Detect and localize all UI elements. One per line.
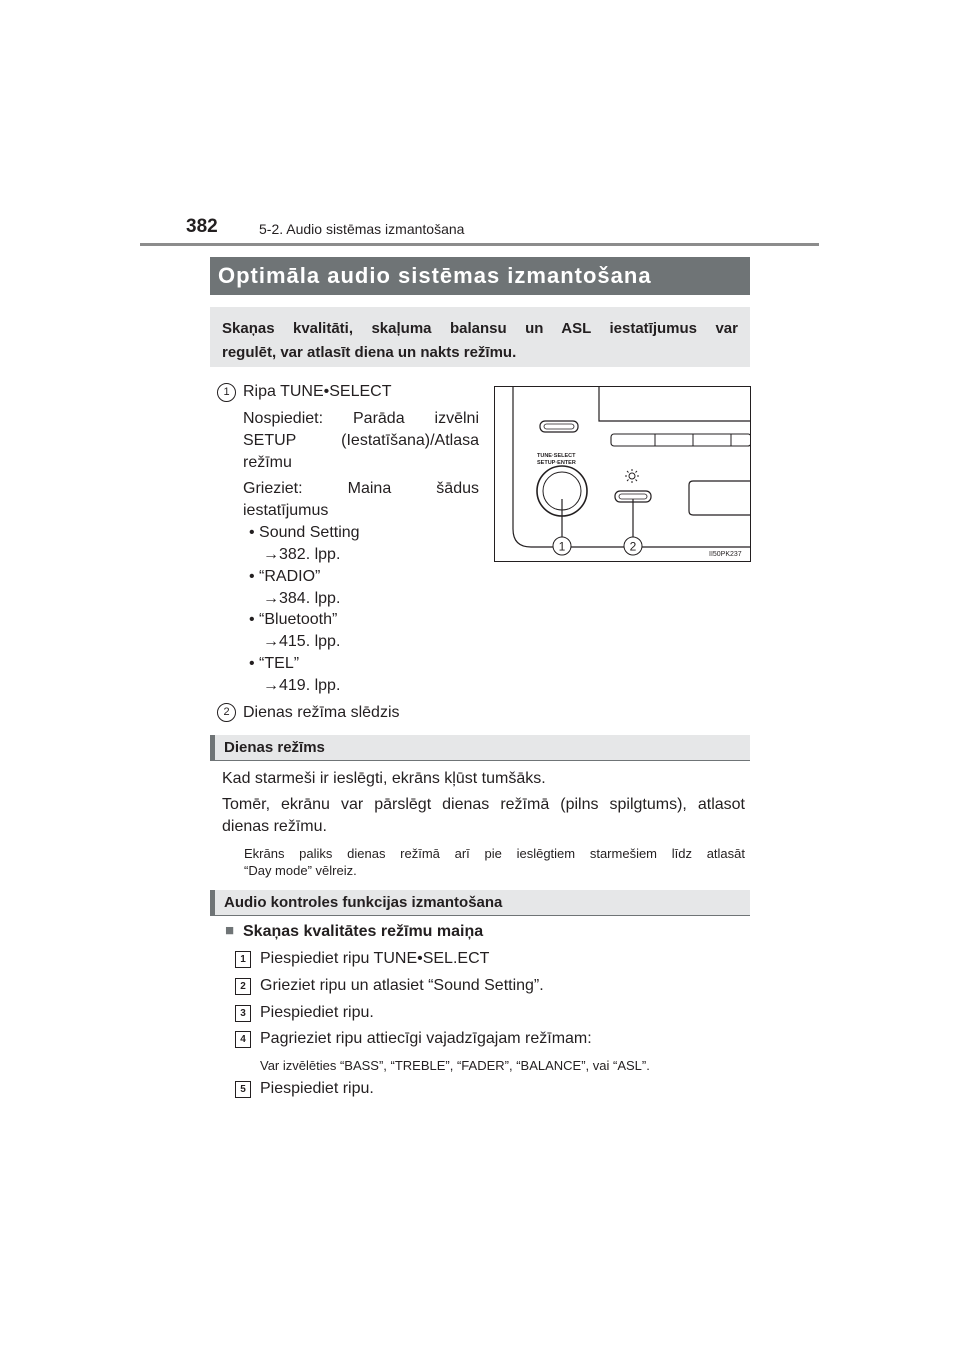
panel-edge — [513, 387, 750, 547]
bullet-ref: →384. lpp. — [263, 590, 341, 607]
title-bar — [210, 257, 750, 295]
sound-quality-subheading: Skaņas kvalitātes režīmu maiņa — [243, 923, 484, 940]
figure-code: II50PK237 — [709, 551, 742, 558]
day-mode-note-line-2: “Day mode” vēlreiz. — [244, 863, 357, 878]
step-text: Piespiediet ripu TUNE•SEL.ECT — [260, 950, 490, 967]
step-number: 4 — [235, 1031, 251, 1048]
press-line-3: režīmu — [243, 454, 292, 471]
intro-box — [210, 307, 750, 367]
day-mode-para-2-line-1: Tomēr, ekrānu var pārslēgt dienas režīmā (pilns spilgtums), atlasot — [222, 796, 745, 813]
screen-edge — [599, 387, 750, 421]
sun-icon — [625, 469, 639, 483]
callout-2-title: Dienas režīma slēdzis — [243, 704, 400, 721]
page-number: 382 — [186, 216, 218, 237]
step-4-note: Var izvēlēties “BASS”, “TREBLE”, “FADER”, “BALANCE”, vai “ASL”. — [260, 1058, 650, 1073]
figure-callout-1-label: 1 — [558, 539, 566, 554]
step-number: 3 — [235, 1005, 251, 1022]
step-number: 5 — [235, 1081, 251, 1098]
bullet-item: • “RADIO” — [249, 568, 321, 585]
header-rule — [140, 243, 819, 246]
knob-label-1: TUNE·SELECT — [537, 453, 576, 459]
subheading-marker: ■ — [225, 922, 235, 939]
bullet-item: • “TEL” — [249, 655, 300, 672]
bullet-ref: →415. lpp. — [263, 633, 341, 650]
step-text: Piespiediet ripu. — [260, 1004, 374, 1021]
step-text: Piespiediet ripu. — [260, 1080, 374, 1097]
day-mode-heading-bar — [210, 735, 750, 761]
figure-callout-2-label: 2 — [629, 539, 637, 554]
turn-line-1: Grieziet: Maina šādus — [243, 480, 479, 497]
bullet-item: • Sound Setting — [249, 524, 360, 541]
press-line-1: Nospiediet: Parāda izvēlni — [243, 410, 479, 427]
preset-buttons — [611, 434, 750, 446]
step-text: Grieziet ripu un atlasiet “Sound Setting”. — [260, 977, 544, 994]
day-mode-para-2-line-2: dienas režīmu. — [222, 818, 327, 835]
step-number: 2 — [235, 978, 251, 995]
page-title: Optimāla audio sistēmas izmantošana — [218, 263, 652, 288]
turn-line-2: iestatījumus — [243, 502, 329, 519]
running-head: 5-2. Audio sistēmas izmantošana — [259, 221, 465, 237]
right-slot — [689, 481, 750, 515]
step-text: Pagrieziet ripu attiecīgi vajadzīgajam režīmam: — [260, 1030, 592, 1047]
audio-controls-heading-bar — [210, 890, 750, 916]
eject-button — [540, 421, 578, 432]
callout-1-marker: 1 — [217, 383, 236, 402]
audio-controls-heading: Audio kontroles funkcijas izmantošana — [224, 894, 503, 911]
intro-line-1: Skaņas kvalitāti, skaļuma balansu un ASL iestatījumus var — [222, 320, 738, 337]
intro-line-2: regulēt, var atlasīt diena un nakts režīmu. — [222, 344, 517, 361]
day-mode-heading: Dienas režīms — [224, 739, 325, 756]
intro-text — [222, 317, 738, 365]
day-mode-note-line-1: Ekrāns paliks dienas režīmā arī pie ieslēgtiem starmešiem līdz atlasāt — [244, 846, 745, 861]
day-mode-para-1: Kad starmeši ir ieslēgti, ekrāns kļūst tumšāks. — [222, 770, 546, 787]
bullet-ref: →382. lpp. — [263, 546, 341, 563]
callout-1-title: Ripa TUNE•SELECT — [243, 383, 392, 400]
audio-panel-illustration — [495, 387, 750, 561]
audio-panel-figure — [494, 386, 751, 562]
step-number: 1 — [235, 951, 251, 968]
press-line-2: SETUP (Iestatīšana)/Atlasa — [243, 432, 479, 449]
callout-2-marker: 2 — [217, 703, 236, 722]
bullet-ref: →419. lpp. — [263, 677, 341, 694]
bullet-item: • “Bluetooth” — [249, 611, 338, 628]
knob-label-2: SETUP·ENTER — [537, 460, 576, 466]
